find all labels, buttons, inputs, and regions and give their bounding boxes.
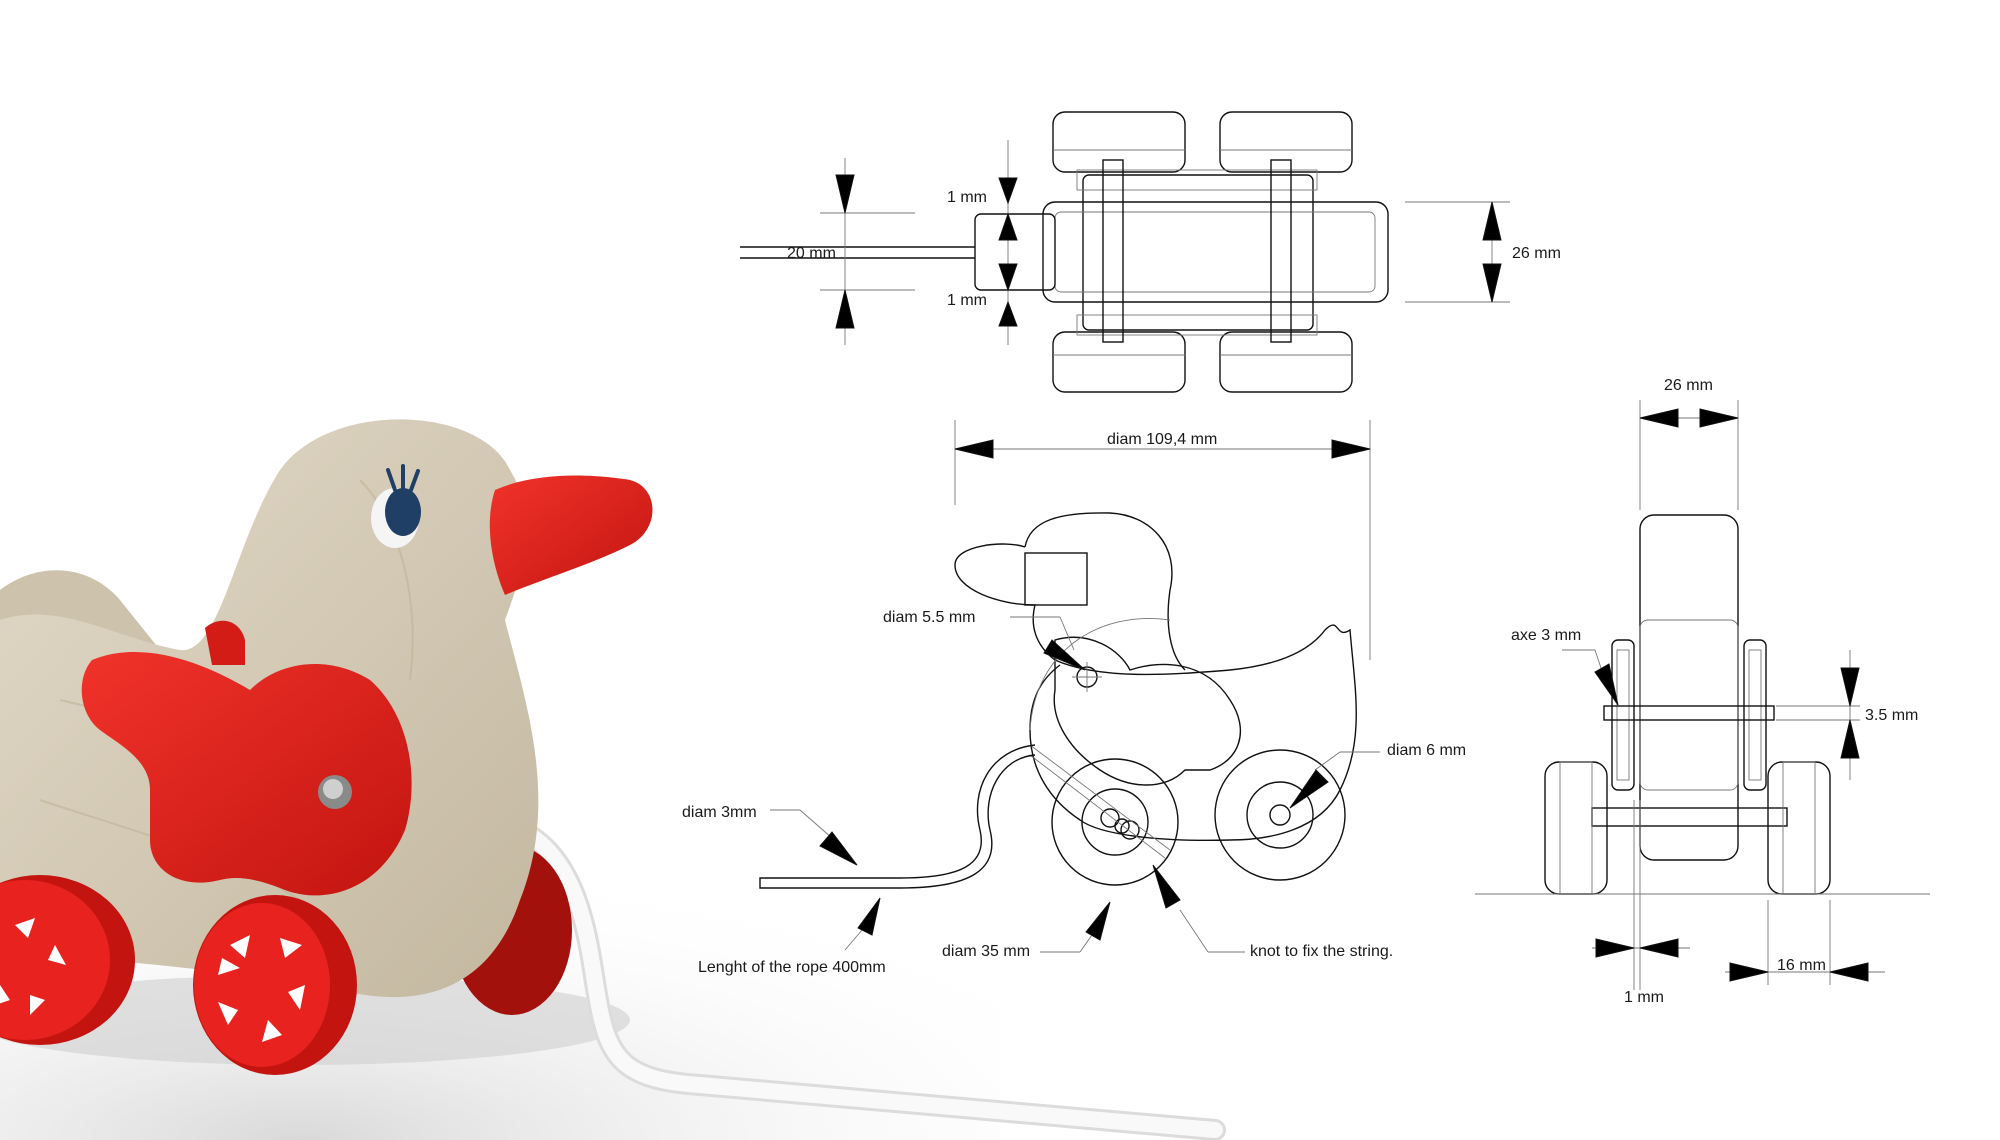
dim-axle-hole: diam 5.5 mm xyxy=(883,609,976,626)
front-wheel-right xyxy=(1768,762,1830,894)
front-wheel-left xyxy=(1545,762,1607,894)
side-wing xyxy=(1054,637,1240,785)
top-wheel xyxy=(1220,332,1352,392)
dim-wheel-hole: diam 6 mm xyxy=(1387,742,1467,759)
dim-wheel-diameter: diam 35 mm xyxy=(942,943,1031,960)
dim-front-width: 26 mm xyxy=(1664,377,1713,394)
dim-tab-top: 1 mm xyxy=(947,189,987,206)
dim-axle: axe 3 mm xyxy=(1511,627,1582,644)
dim-rope-diameter: diam 3mm xyxy=(682,804,757,821)
top-view xyxy=(740,112,1561,392)
dim-tab-bottom: 1 mm xyxy=(947,292,987,309)
dim-gap: 1 mm xyxy=(1624,989,1664,1006)
duck-toy-illustration xyxy=(0,419,1218,1140)
dim-rope-width: 20 mm xyxy=(787,245,836,262)
side-wheel-rear xyxy=(1215,750,1345,880)
top-body xyxy=(1043,202,1388,302)
dim-rope-length: Lenght of the rope 400mm xyxy=(698,959,886,976)
knot-note: knot to fix the string. xyxy=(1250,943,1394,960)
side-duck-outline xyxy=(955,544,1356,840)
top-wheel xyxy=(1053,112,1185,172)
front-axle xyxy=(1604,706,1774,720)
dim-body-width: 26 mm xyxy=(1512,245,1561,262)
dim-wheel-width: 16 mm xyxy=(1777,957,1826,974)
wheel-hole xyxy=(1270,805,1290,825)
top-wheel xyxy=(1220,112,1352,172)
duck-eye xyxy=(385,488,421,536)
dim-overall-length: diam 109,4 mm xyxy=(1107,431,1218,448)
top-wheel xyxy=(1053,332,1185,392)
duck-beak xyxy=(490,476,653,595)
dim-axle-protrusion: 3.5 mm xyxy=(1865,707,1919,724)
front-view xyxy=(1475,377,1930,1006)
